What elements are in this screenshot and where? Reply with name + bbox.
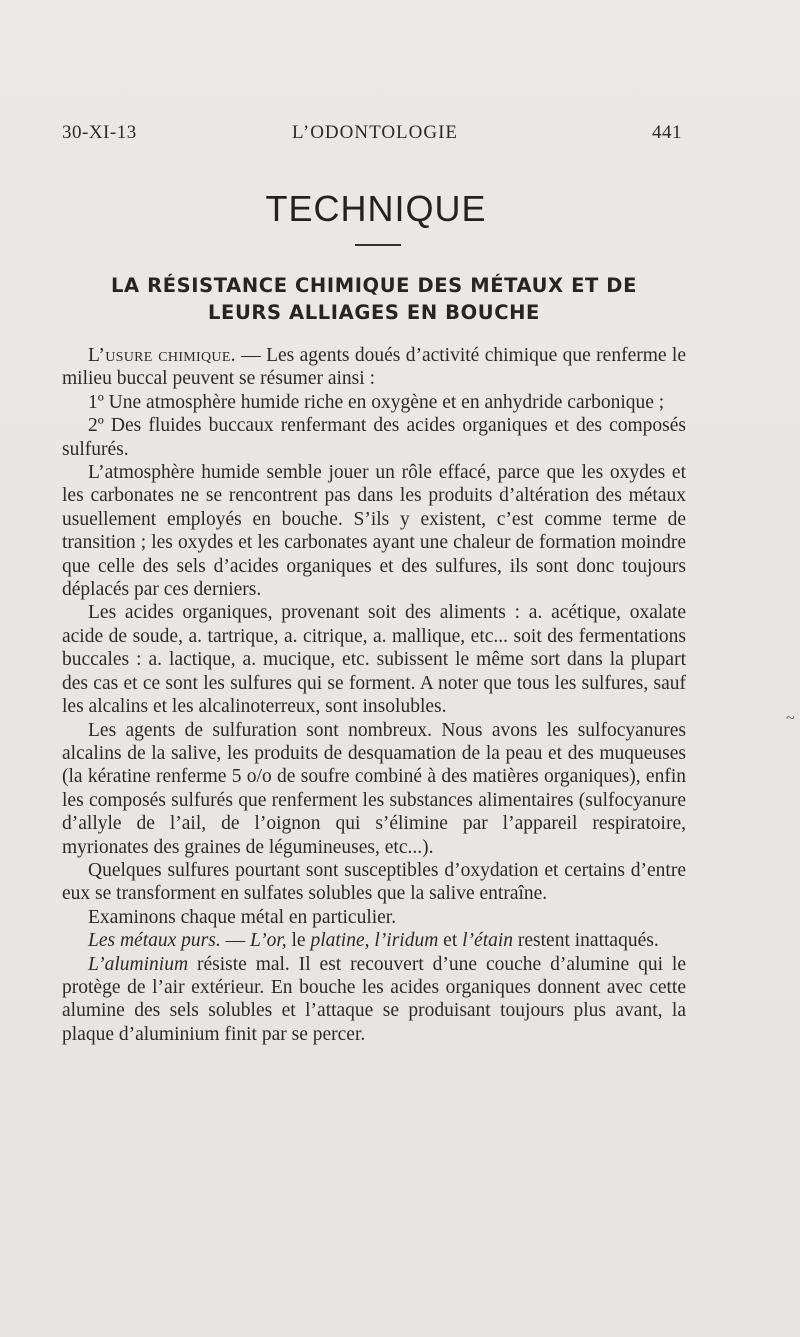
article-title-line-1: LA RÉSISTANCE CHIMIQUE DES MÉTAUX ET DE <box>111 274 637 297</box>
paragraph: Les acides organiques, provenant soit des aliments : a. acétique, oxalate acide de soude, a. tartrique, a. citrique, a. mallique, etc... soit des fermentations buccales : a. lactique, a. mucique, etc. subissent le même sort dans la plupart des cas et ce sont les sulfures qui se forment. A noter que tous les sulfures, sauf les alcalins et les alcalinoterreux, sont insolubles. <box>62 602 686 718</box>
article-title <box>62 272 686 326</box>
paragraph: L’usure chimique. — Les agents doués d’activité chimique que renferme le milieu buccal peuvent se résumer ainsi : <box>62 345 686 390</box>
article-body <box>62 344 686 1046</box>
paragraph-heading: Les métaux purs. <box>88 930 221 952</box>
paragraph: Les métaux purs. — L’or, le platine, l’iridum et l’étain restent inattaqués. <box>88 930 659 952</box>
paragraph: Examinons chaque métal en particulier. <box>88 906 397 928</box>
running-head <box>62 118 682 148</box>
page-number: 441 <box>652 122 682 143</box>
article-title-line-2: LEURS ALLIAGES EN BOUCHE <box>208 301 540 324</box>
section-title: TECHNIQUE <box>265 188 487 229</box>
issue-date: 30-XI-13 <box>62 122 137 143</box>
paragraph: L’atmosphère humide semble jouer un rôle effacé, parce que les oxydes et les carbonates ne se rencontrent pas dans les produits d’altération des métaux usuellement employés en bouche. S’ils y existent, c’est comme terme de transition ; les oxydes et les carbonates ayant une chaleur de formation moindre que celle des sels d’acides organiques et des sulfures, ils sont donc toujours déplacés par ces derniers. <box>62 462 686 601</box>
paragraph: Quelques sulfures pourtant sont susceptibles d’oxydation et certains d’entre eux se transforment en sulfates solubles que la salive entraîne. <box>62 859 686 905</box>
journal-title: L’ODONTOLOGIE <box>292 122 459 143</box>
paragraph: 1º Une atmosphère humide riche en oxygène et en anhydride carbonique ; <box>88 391 665 413</box>
title-divider <box>355 244 401 246</box>
paragraph: 2º Des fluides buccaux renfermant des acides organiques et des composés sulfurés. <box>62 415 686 460</box>
paragraph-heading: L’usure chimique. <box>88 345 236 366</box>
paragraph-heading: L’aluminium <box>88 953 189 975</box>
paragraph: Les agents de sulfuration sont nombreux. Nous avons les sulfocyanures alcalins de la salive, les produits de desquamation de la peau et des muqueuses (la kératine renferme 5 o/o de soufre combiné à des matières organiques), enfin les composés sulfurés que renferment les substances alimentaires (sulfocyanure d’allyle de l’ail, de l’oignon qui s’élimine par l’appareil respiratoire, myrionates des graines de légumineuses, etc...). <box>62 719 686 858</box>
margin-mark: ~ <box>786 710 795 727</box>
paragraph: L’aluminium résiste mal. Il est recouvert d’une couche d’alumine qui le protège de l’air extérieur. En bouche les acides organiques donnent avec cette alumine des sels solubles et l’attaque se produisant toujours plus avant, la plaque d’aluminium finit par se percer. <box>62 953 686 1045</box>
